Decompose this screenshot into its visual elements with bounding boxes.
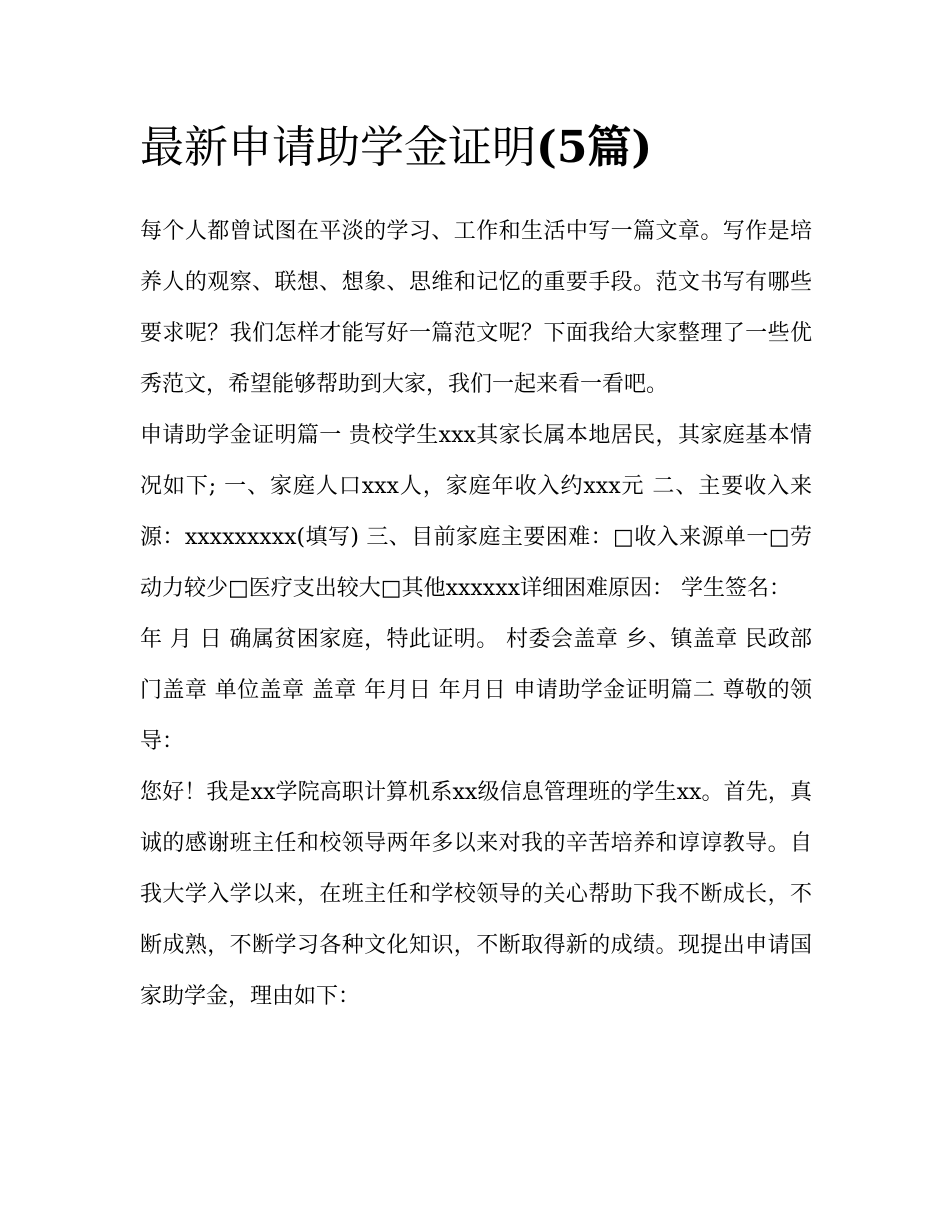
paragraph-certificate-one-seals: 年 月 日 确属贫困家庭，特此证明。 村委会盖章 乡、镇盖章 民政部门盖章 单位盖章 盖章 年月日 年月日 申请助学金证明篇二 尊敬的领导： (140, 627, 812, 754)
document-title (140, 112, 812, 184)
document-title-suffix: (5篇) (536, 122, 653, 173)
document-title-main: 最新申请助学金证明 (140, 122, 536, 173)
paragraph-certificate-two: 您好！我是xx学院高职计算机系xx级信息管理班的学生xx。首先，真诚的感谢班主任和校领导两年多以来对我的辛苦培养和谆谆教导。自我大学入学以来，在班主任和学校领导的关心帮助下我不断成长，不断成熟，不断学习各种文化知识，不断取得新的成绩。现提出申请国家助学金，理由如下： (140, 780, 812, 1009)
document-body (140, 112, 812, 1022)
paragraph-intro: 每个人都曾试图在平淡的学习、工作和生活中写一篇文章。写作是培养人的观察、联想、想象、思维和记忆的重要手段。范文书写有哪些要求呢？我们怎样才能写好一篇范文呢？下面我给大家整理了一些优秀范文，希望能够帮助到大家，我们一起来看一看吧。 (140, 219, 812, 397)
paragraph-certificate-one: 申请助学金证明篇一 贵校学生xxx其家长属本地居民，其家庭基本情况如下; 一、家庭人口xxx人，家庭年收入约xxx元 二、主要收入来源：xxxxxxxxx(填写) 三、目前家庭主要困难：□收入来源单一□劳动力较少□医疗支出较大□其他xxxxxx详细困难原因： 学生签名： (140, 423, 812, 601)
